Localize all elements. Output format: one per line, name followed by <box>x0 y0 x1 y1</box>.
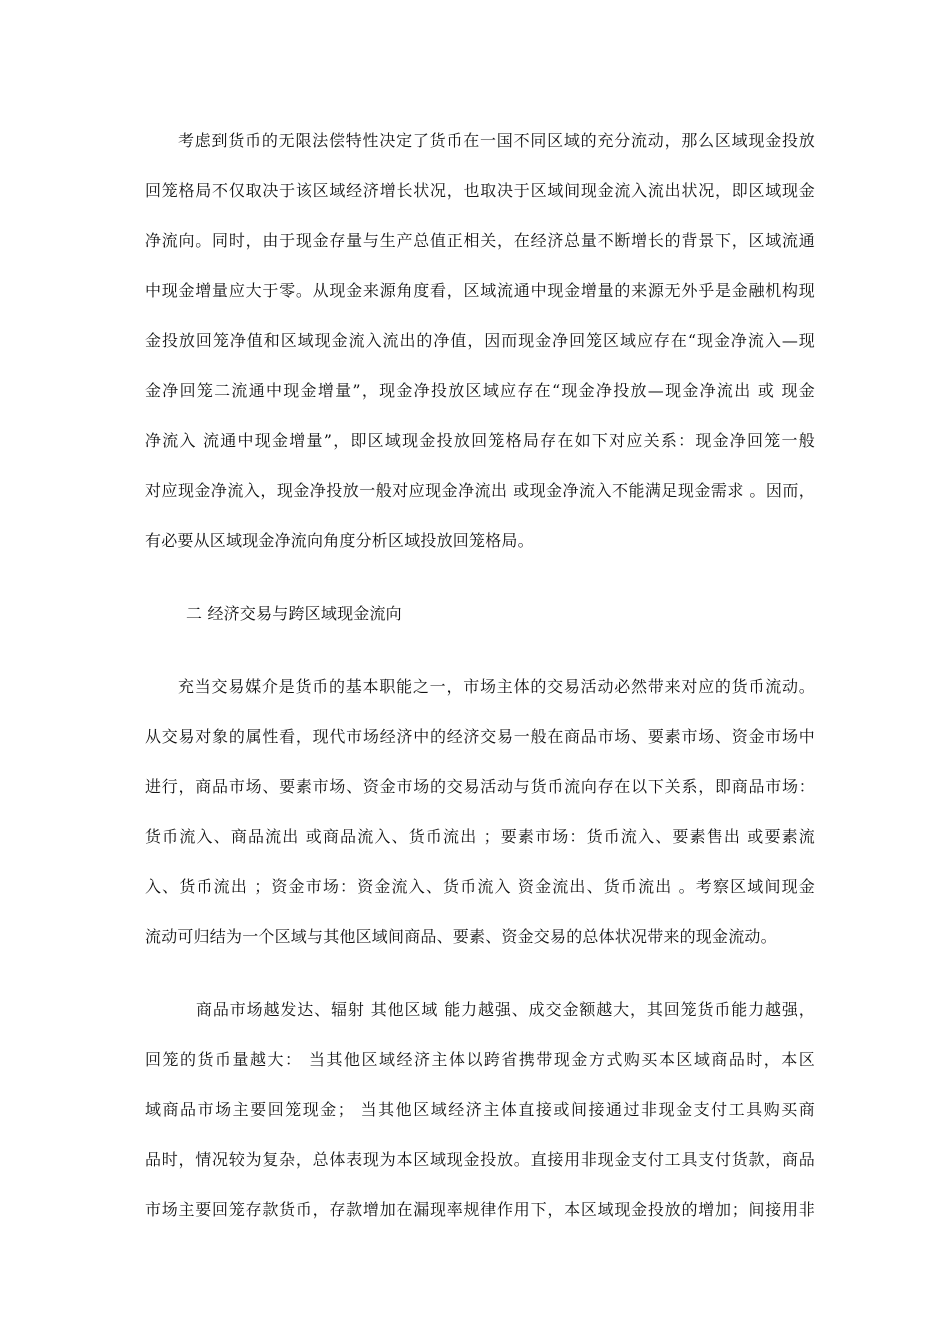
paragraph-line: 回笼格局不仅取决于该区域经济增长状况，也取决于区域间现金流入流出状况，即区域现金 <box>145 181 815 200</box>
paragraph-line: 流动可归结为一个区域与其他区域间商品、要素、资金交易的总体状况带来的现金流动。 <box>145 927 777 946</box>
paragraph-line: 金投放回笼净值和区域现金流入流出的净值，因而现金净回笼区域应存在“现金净流入—现 <box>145 331 815 350</box>
paragraph-line: 充当交易媒介是货币的基本职能之一，市场主体的交易活动必然带来对应的货币流动。 <box>178 677 815 696</box>
paragraph-line: 进行，商品市场、要素市场、资金市场的交易活动与货币流向存在以下关系，即商品市场： <box>145 777 815 796</box>
paragraph-line: 金净回笼二流通中现金增量”，现金净投放区域应存在“现金净投放—现金净流出 或 现金 <box>145 381 815 400</box>
paragraph-line: 考虑到货币的无限法偿特性决定了货币在一国不同区域的充分流动，那么区域现金投放 <box>178 131 815 150</box>
paragraph-line: 域商品市场主要回笼现金； 当其他区域经济主体直接或间接通过非现金支付工具购买商 <box>145 1100 815 1119</box>
paragraph-line: 从交易对象的属性看，现代市场经济中的经济交易一般在商品市场、要素市场、资金市场中 <box>145 727 815 746</box>
paragraph-line: 入、货币流出 ；资金市场：资金流入、货币流入 资金流出、货币流出 。考察区域间现金 <box>145 877 815 896</box>
paragraph-line: 净流入 流通中现金增量”，即区域现金投放回笼格局存在如下对应关系：现金净回笼一般 <box>145 431 815 450</box>
paragraph-line: 净流向。同时，由于现金存量与生产总值正相关，在经济总量不断增长的背景下，区域流通 <box>145 231 815 250</box>
section-heading: 二 经济交易与跨区域现金流向 <box>186 604 402 623</box>
paragraph-line: 商品市场越发达、辐射 其他区域 能力越强、成交金额越大，其回笼货币能力越强， <box>196 1000 815 1019</box>
paragraph-line: 有必要从区域现金净流向角度分析区域投放回笼格局。 <box>145 531 534 550</box>
paragraph-line: 品时，情况较为复杂，总体表现为本区域现金投放。直接用非现金支付工具支付货款，商品 <box>145 1150 815 1169</box>
paragraph-line: 货币流入、商品流出 或商品流入、货币流出 ；要素市场：货币流入、要素售出 或要素流 <box>145 827 815 846</box>
paragraph-line: 中现金增量应大于零。从现金来源角度看，区域流通中现金增量的来源无外乎是金融机构现 <box>145 281 815 300</box>
paragraph-line: 对应现金净流入，现金净投放一般对应现金净流出 或现金净流入不能满足现金需求 。因而， <box>145 481 815 500</box>
paragraph-line: 市场主要回笼存款货币，存款增加在漏现率规律作用下，本区域现金投放的增加；间接用非 <box>145 1200 815 1219</box>
paragraph-line: 回笼的货币量越大： 当其他区域经济主体以跨省携带现金方式购买本区域商品时，本区 <box>145 1050 815 1069</box>
